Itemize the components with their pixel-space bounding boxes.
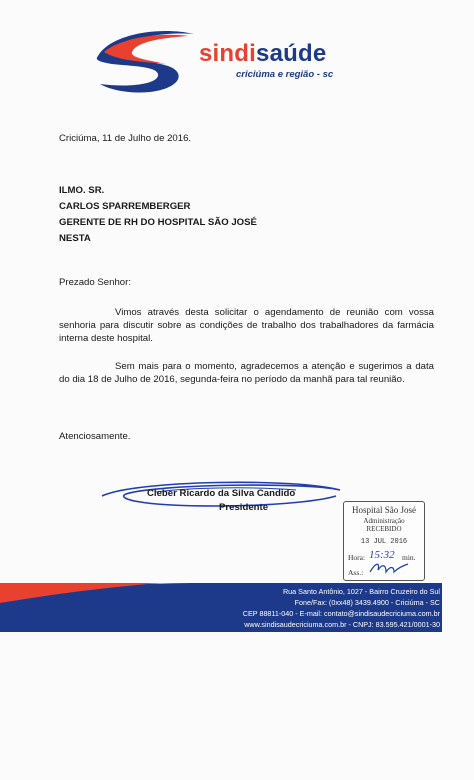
footer-email: CEP 88811-040 - E-mail: contato@sindisaudecriciuma.com.br	[242, 609, 440, 618]
footer-phone: Fone/Fax: (0xx48) 3439.4900 - Criciúma - SC	[294, 598, 440, 607]
stamp-hora-label: Hora:	[348, 553, 366, 562]
stamp-date: 13 JUL 2016	[360, 538, 408, 546]
stamp-admin: Administração	[363, 517, 405, 525]
footer-address: Rua Santo Antônio, 1027 - Bairro Cruzeiro do Sul	[282, 587, 440, 596]
recipient-line: NESTA	[59, 233, 91, 244]
received-stamp	[343, 501, 425, 581]
recipient-line: GERENTE DE RH DO HOSPITAL SÃO JOSÉ	[59, 217, 257, 228]
stamp-initials-icon	[368, 560, 412, 576]
stamp-ass-label: Ass.:	[348, 568, 364, 577]
place-date: Criciúma, 11 de Julho de 2016.	[59, 133, 192, 144]
stamp-hora-value: 15:32	[369, 549, 395, 561]
body-paragraph-2: Sem mais para o momento, agradecemos a atenção e sugerimos a data do dia 18 de Julho de 2016, segunda-feira no período da manhã para tal reunião.	[59, 361, 434, 385]
body-paragraph-1: Vimos através desta solicitar o agendamento de reunião com vossa senhoria para discutir sobre as condições de trabalho dos trabalhadores da farmácia interna deste hospital.	[59, 307, 434, 344]
signatory-title: Presidente	[219, 502, 269, 513]
signatory-name: Cleber Ricardo da Silva Candido	[147, 488, 296, 499]
recipient-line: CARLOS SPARREMBERGER	[59, 201, 191, 212]
stamp-received: RECEBIDO	[366, 525, 402, 533]
footer-website: www.sindisaudecriciuma.com.br - CNPJ: 83.595.421/0001-30	[244, 620, 440, 629]
recipient-line: ILMO. SR.	[59, 185, 105, 196]
salutation: Prezado Senhor:	[59, 277, 131, 288]
stamp-hospital: Hospital São José	[352, 505, 416, 515]
stamp-min-label: min.	[402, 553, 416, 562]
brand-name: sindisaúde	[199, 40, 327, 67]
logo-swoosh-icon	[90, 26, 200, 96]
brand-tagline: criciúma e região - sc	[236, 69, 334, 80]
closing: Atenciosamente.	[59, 431, 131, 442]
